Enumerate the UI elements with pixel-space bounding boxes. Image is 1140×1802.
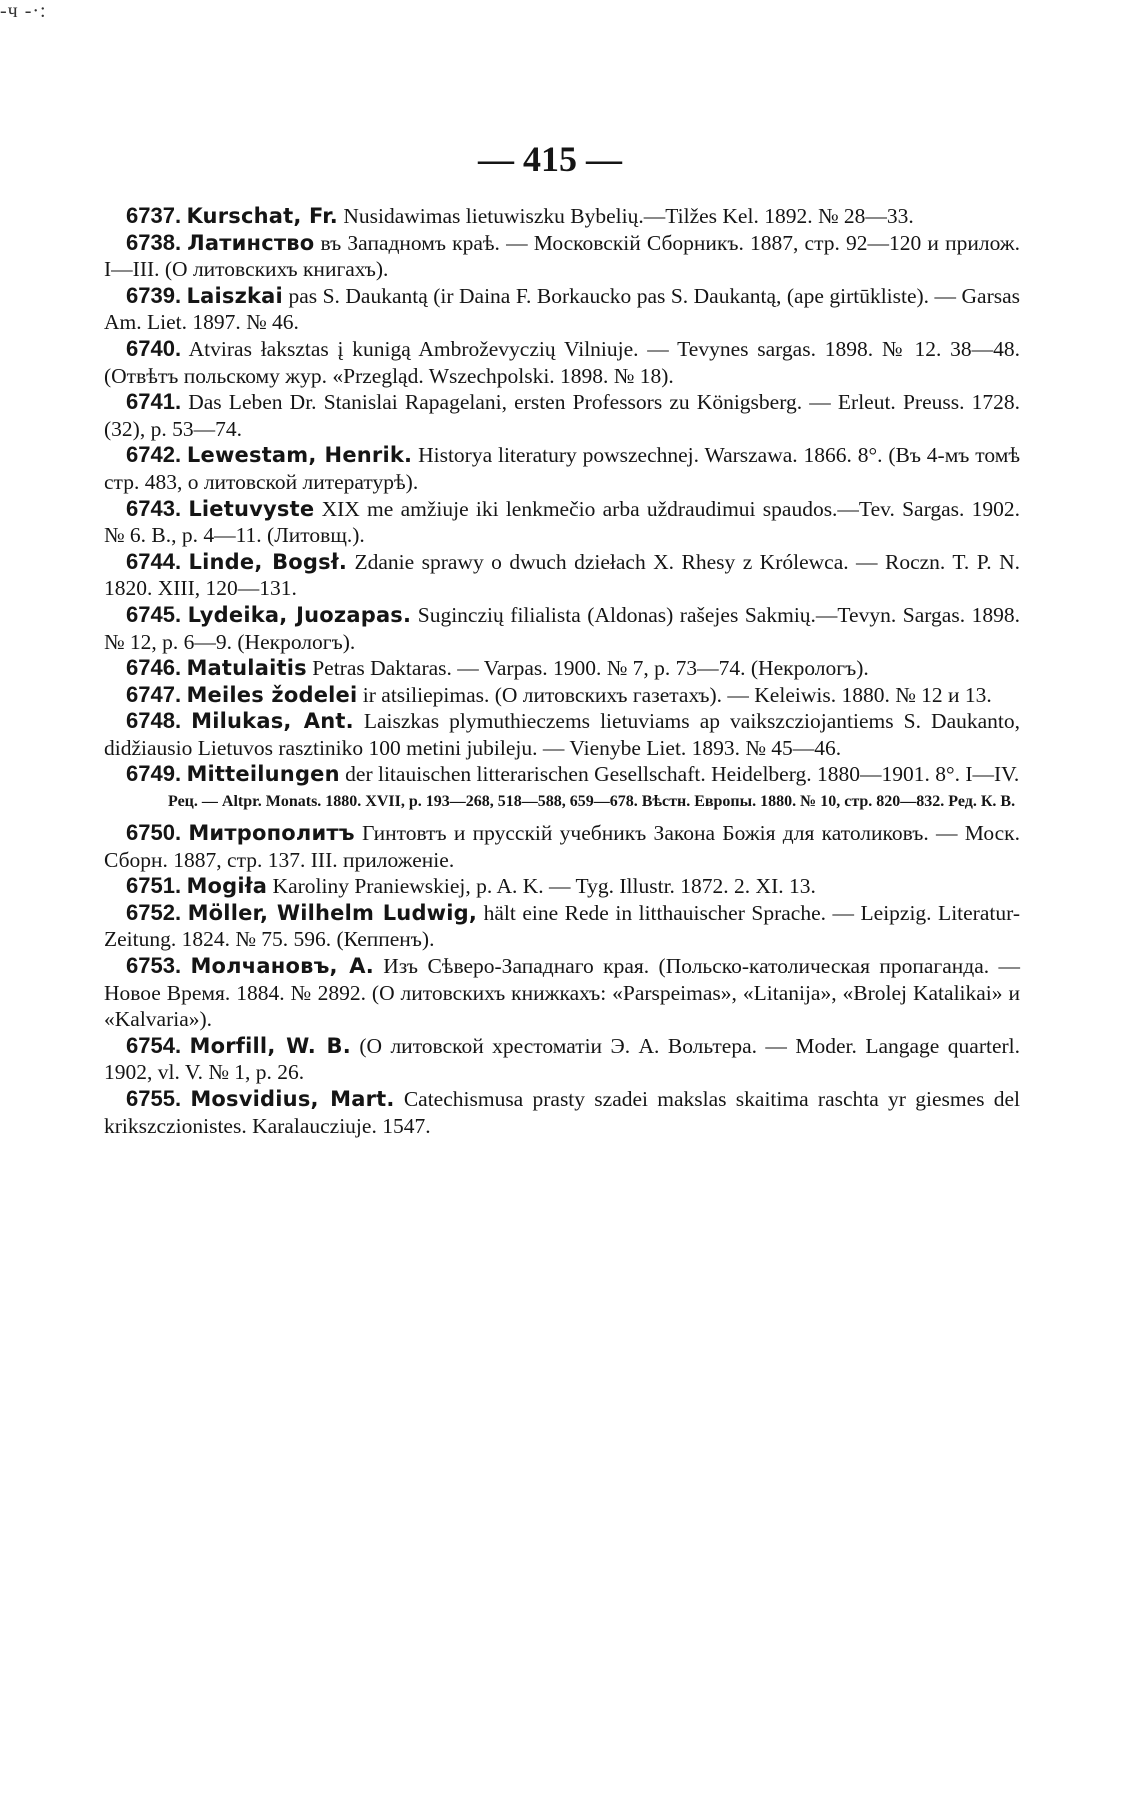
entry-number: 6750.: [126, 820, 182, 846]
entry-text: въ Западномъ краѣ. — Московскій Сборникъ. 1887, стр. 92—120 и прилож. I—III. (О литовскихъ книгахъ).: [104, 230, 1021, 282]
bibliography-entry: [104, 283, 1020, 336]
entry-text: XIX me amžiuje iki lenkmečio arba uždraudimui spaudos.—Tev. Sargas. 1902. № 6. B., p. 4—11. (Литовщ.).: [104, 496, 1021, 548]
entry-heading: Молчановъ, А.: [190, 954, 374, 979]
bibliography-entry: [104, 708, 1020, 761]
entry-heading: Laiszkai: [186, 283, 283, 308]
entry-text: hält eine Rede in litthauischer Sprache. — Leipzig. Literatur-Zeitung. 1824. № 75. 596. (Кеппенъ).: [104, 900, 1020, 952]
entry-number: 6739.: [126, 282, 182, 308]
review-text: Рец. — Altpr. Monats. 1880. XVII, p. 193—268, 518—588, 659—678. Вѣстн. Европы. 1880. № 10, стр. 820—832. Ред. К. В.: [168, 793, 1016, 811]
bibliography-entry: [104, 900, 1020, 953]
entry-number: 6748.: [126, 708, 182, 734]
page-number: — 415 —: [478, 139, 622, 179]
entry-heading: Mitteilungen: [186, 762, 340, 787]
entry-number: 6747.: [126, 681, 182, 707]
entry-text: Karoliny Praniewskiej, p. A. K. — Tyg. Illustr. 1872. 2. XI. 13.: [272, 874, 816, 899]
entry-number: 6749.: [126, 761, 182, 787]
entry-number: 6740.: [126, 335, 182, 361]
entry-text: der litauischen litterarischen Gesellschaft. Heidelberg. 1880—1901. 8°. I—IV.: [345, 762, 1020, 787]
entry-number: 6754.: [126, 1032, 182, 1058]
entry-heading: Lietuvyste: [188, 496, 315, 521]
entry-heading: Mogiła: [186, 874, 268, 899]
entry-text: Historya literatury powszechnej. Warszawa. 1866. 8°. (Въ 4-мъ томѣ стр. 483, о литовской литературѣ).: [104, 443, 1021, 494]
entry-heading: Lewestam, Henrik.: [186, 443, 413, 468]
entry-heading: Mosvidius, Mart.: [190, 1087, 395, 1111]
entry-number: 6745.: [126, 601, 182, 627]
bibliography-entry: [104, 336, 1020, 389]
entry-heading: Kurschat, Fr.: [186, 204, 338, 228]
entry-heading: Linde, Bogsł.: [188, 549, 348, 574]
entry-text: (О литовской хрестоматіи Э. А. Вольтера. — Moder. Langage quarterl. 1902, vl. V. № 1, p. 26.: [104, 1033, 1021, 1085]
bibliography-entry: [104, 655, 1020, 682]
bibliography-entry: [104, 953, 1020, 1033]
entry-heading: Matulaitis: [186, 656, 307, 681]
entry-number: 6742.: [126, 442, 182, 468]
bibliography-entry: [104, 442, 1020, 495]
entry-text: Гинтовтъ и прусскій учебникъ Закона Божія для католиковъ. — Моск. Сборн. 1887, стр. 137. III. приложеніе.: [104, 821, 1021, 872]
entry-number: 6753.: [126, 953, 182, 979]
entry-heading: Milukas, Ant.: [191, 709, 354, 734]
entry-heading: Lydeika, Juozapas.: [187, 602, 412, 627]
bibliography-entry: [104, 389, 1020, 442]
bibliography-entries: [104, 203, 1020, 1139]
entry-text: pas S. Daukantą (ir Daina F. Borkaucko pas S. Daukantą, (ape girtūkliste). — Garsas Am. Liet. 1897. № 46.: [104, 283, 1021, 335]
entry-number: 6738.: [126, 229, 182, 255]
bibliography-entry: [104, 230, 1020, 283]
entry-text: Изъ Сѣверо-Западнаго края. (Польско-католическая пропаганда. — Новое Время. 1884. № 2892. (О литовскихъ книжкахъ: «Parspeimas», «Litanija», «Brolej Katalikai» и «Kalvaria»).: [104, 954, 1021, 1032]
entry-heading: Meiles žodelei: [186, 682, 358, 707]
entry-list-b: [104, 820, 1020, 1139]
entry-heading: Митрополитъ: [188, 821, 355, 846]
bibliography-entry: [104, 496, 1020, 549]
entry-text: Laiszkas plymuthieczems lietuviams ap vaikszcziojantiems S. Daukanto, didžiausio Lietuvos rasztiniko 100 metini jubileju. — Vienybe Liet. 1893. № 45—46.: [104, 709, 1021, 760]
entry-number: 6755.: [126, 1086, 182, 1111]
entry-number: 6746.: [126, 655, 182, 681]
bibliography-entry: [104, 549, 1020, 602]
entry-number: 6737.: [126, 203, 182, 228]
entry-text: Suginczių filialista (Aldonas) rašejes Sakmių.—Tevyn. Sargas. 1898. № 12, p. 6—9. (Некрологъ).: [104, 602, 1020, 654]
entry-heading: Латинство: [187, 230, 315, 255]
entry-text: Catechismusa prasty szadei makslas skaitima raschta yr giesmes del krikszczionistes. Karalaucziuje. 1547.: [104, 1087, 1021, 1138]
bibliography-entry: [104, 1086, 1020, 1139]
review-note: [104, 790, 1020, 814]
entry-heading: Möller, Wilhelm Ludwig,: [187, 900, 478, 925]
entry-number: 6744.: [126, 548, 182, 574]
entry-heading: Morfill, W. B.: [189, 1033, 351, 1058]
bibliography-entry: [104, 203, 1020, 230]
bibliography-entry: [104, 820, 1020, 873]
bibliography-entry: [104, 602, 1020, 655]
entry-text: Petras Daktaras. — Varpas. 1900. № 7, p. 73—74. (Некрологъ).: [312, 656, 869, 681]
bibliography-entry: [104, 1033, 1020, 1086]
bibliography-entry: [104, 873, 1020, 900]
entry-number: 6751.: [126, 873, 182, 899]
entry-text: Nusidawimas lietuwiszku Bybelių.—Tilžes Kel. 1892. № 28—33.: [343, 204, 914, 228]
bibliography-entry: [104, 682, 1020, 709]
entry-list-a: [104, 203, 1020, 788]
entry-text: Zdanie sprawy o dwuch dziełach X. Rhesy z Królewca. — Roczn. T. P. N. 1820. XIII, 120—131.: [104, 549, 1021, 601]
entry-text: ir atsiliepimas. (О литовскихъ газетахъ). — Keleiwis. 1880. № 12 и 13.: [362, 682, 992, 707]
entry-number: 6743.: [126, 495, 182, 521]
bibliography-entry: [104, 761, 1020, 788]
entry-text: Das Leben Dr. Stanislai Rapagelani, ersten Professors zu Königsberg. — Erleut. Preuss. 1728. (32), p. 53—74.: [104, 390, 1021, 441]
entry-number: 6752.: [126, 899, 182, 925]
scan-artifact: -ч -·:: [0, 0, 47, 22]
entry-text: Atviras łaksztas į kunigą Ambroževyczių Vilniuje. — Tevynes sargas. 1898. № 12. 38—48. (Отвѣтъ польскому жур. «Przegląd. Wszechpolski. 1898. № 18).: [104, 336, 1020, 388]
entry-number: 6741.: [126, 389, 182, 415]
